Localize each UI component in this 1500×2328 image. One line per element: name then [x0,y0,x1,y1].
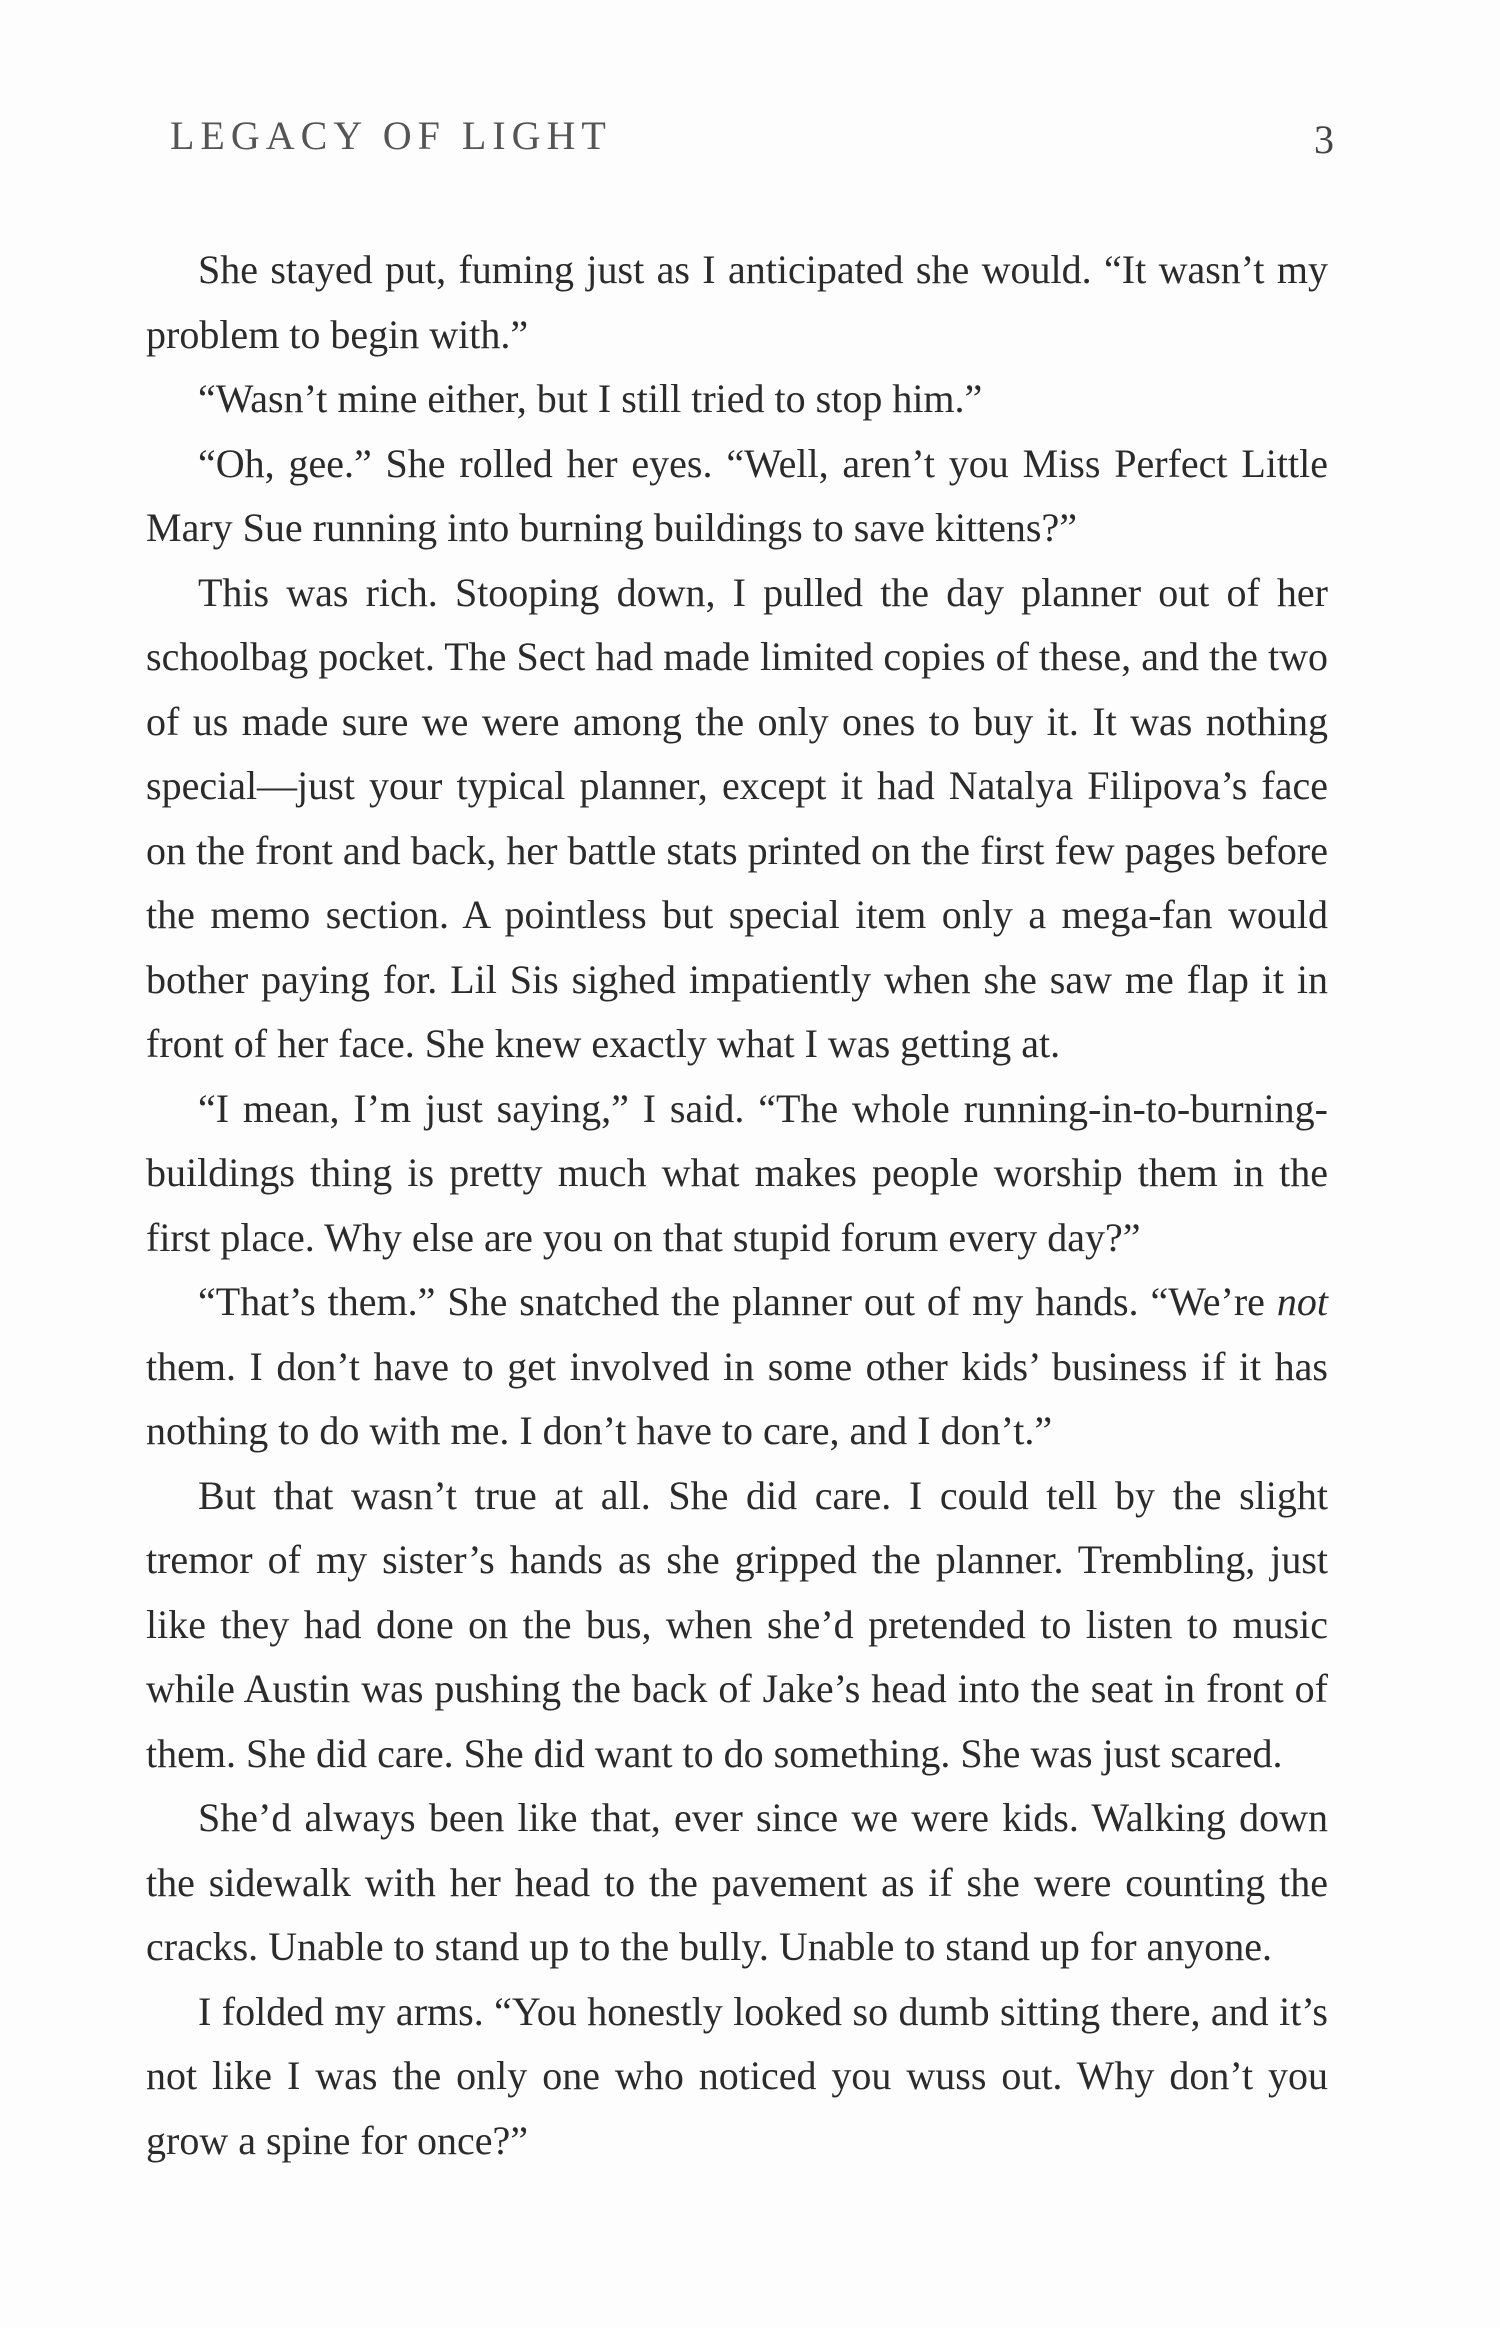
paragraph-rest: them. I don’t have to get involved in some other kids’ business if it has nothing to do with me. I don’t have to care, and I don’t.” [146,1343,1328,1453]
paragraph: She stayed put, fuming just as I anticipated she would. “It wasn’t my problem to begin with.” [146,247,1328,357]
paragraph: “I mean, I’m just saying,” I said. “The whole running-in-to-burning-buildings thing is pretty much what makes people worship them in the first place. Why else are you on that stupid forum every day?” [146,1085,1328,1260]
body-text [146,238,1328,2173]
page-number: 3 [1314,117,1334,162]
paragraph: She’d always been like that, ever since we were kids. Walking down the sidewalk with her head to the pavement as if she were counting the cracks. Unable to stand up to the bully. Unable to stand up for anyone. [146,1795,1328,1969]
paragraph: I folded my arms. “You honestly looked so dumb sitting there, and it’s not like I was the only one who noticed you wuss out. Why don’t you grow a spine for once?” [146,1988,1328,2163]
running-header: LEGACY OF LIGHT [170,113,612,158]
paragraph [146,1270,1328,1464]
paragraph-lead: “That’s them.” She snatched the planner out of my hands. “We’re [198,1279,1277,1324]
paragraph: This was rich. Stooping down, I pulled the day planner out of her schoolbag pocket. The Sect had made limited copies of these, and the two of us made sure we were among the only ones to buy it. It was nothing special—just your typical planner, except it had Natalya Filipova’s face on the front and back, her battle stats printed on the first few pages before the memo section. A pointless but special item only a mega-fan would bother paying for. Lil Sis sighed impatiently when she saw me flap it in front of her face. She knew exactly what I was getting at. [146,569,1328,1066]
paragraph: But that wasn’t true at all. She did care. I could tell by the slight tremor of my sister’s hands as she gripped the planner. Trembling, just like they had done on the bus, when she’d pretended to listen to music while Austin was pushing the back of Jake’s head into the seat in front of them. She did care. She did want to do something. She was just scared. [146,1472,1328,1776]
emphasis-text: not [1276,1279,1328,1324]
paragraph: “Wasn’t mine either, but I still tried to stop him.” [198,376,983,421]
paragraph: “Oh, gee.” She rolled her eyes. “Well, aren’t you Miss Perfect Little Mary Sue running into burning buildings to save kittens?” [146,440,1328,550]
